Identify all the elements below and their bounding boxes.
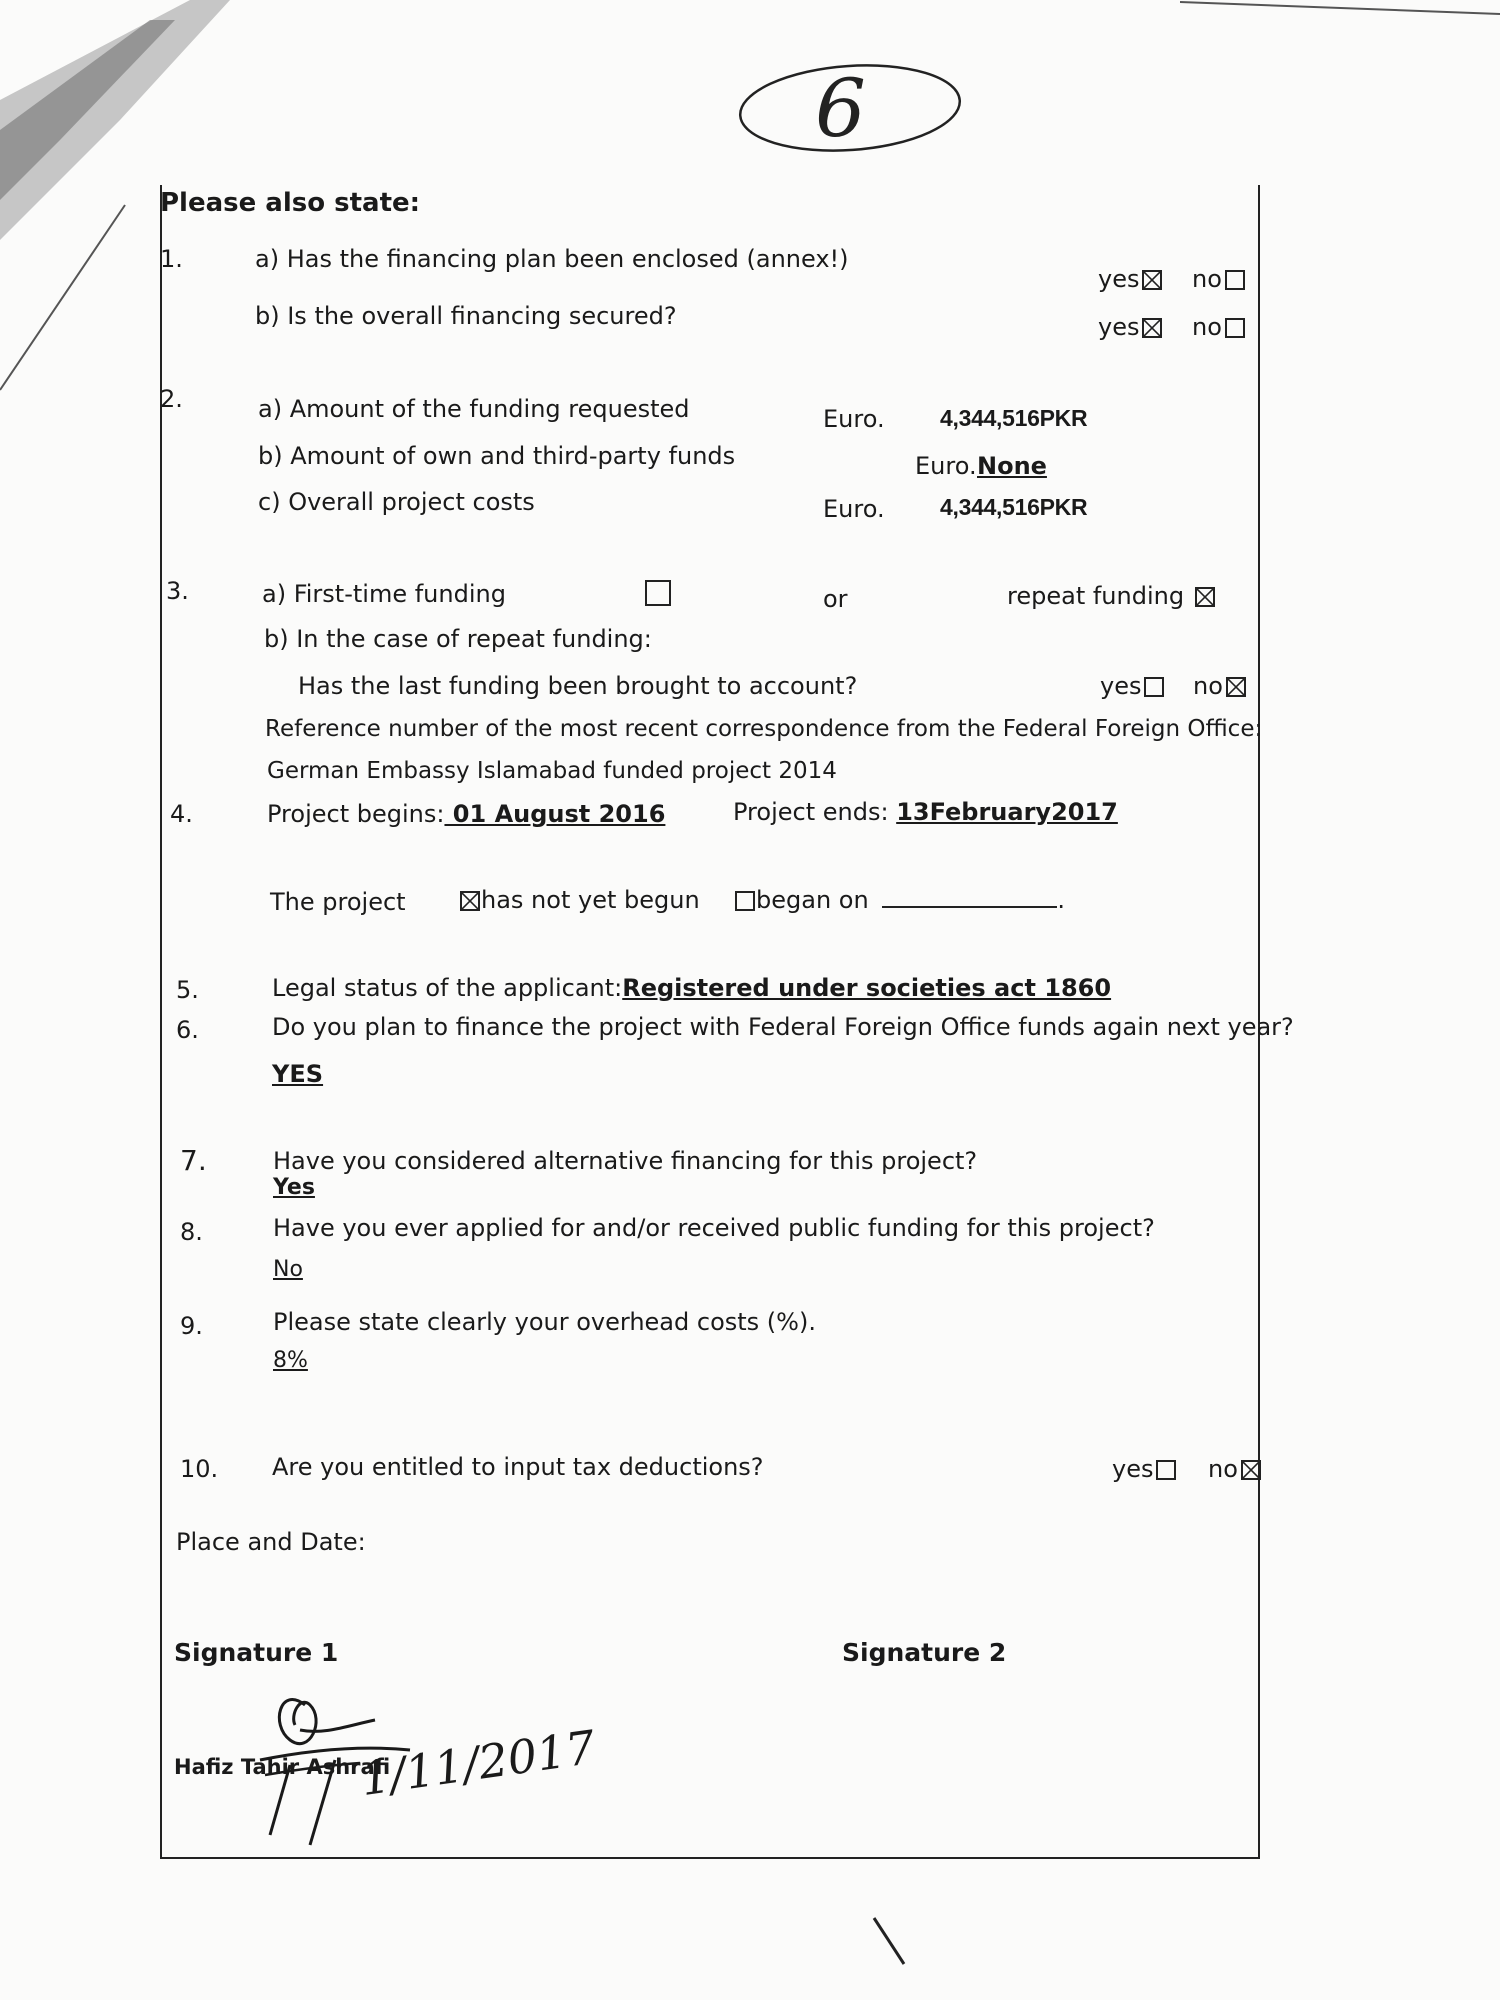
q1a-text: a) Has the financing plan been enclosed (annex!)	[255, 245, 849, 273]
q2c-value: 4,344,516PKR	[940, 494, 1088, 520]
q3-yes-checkbox[interactable]	[1144, 677, 1164, 697]
q2c-text: c) Overall project costs	[258, 488, 535, 516]
q4-not-begun	[460, 886, 700, 914]
q1a-no-label: no	[1192, 265, 1222, 293]
q10-no	[1208, 1455, 1261, 1483]
q2a-value: 4,344,516PKR	[940, 405, 1088, 431]
q2b-text: b) Amount of own and third-party funds	[258, 442, 736, 470]
q4-not-begun-label: has not yet begun	[481, 886, 700, 914]
q2b-currency: Euro.	[915, 452, 977, 480]
q6-number: 6.	[176, 1016, 199, 1044]
q5-line	[272, 974, 1111, 1002]
q6-text: Do you plan to finance the project with Federal Foreign Office funds again next year?	[272, 1013, 1294, 1041]
signature-1-label: Signature 1	[174, 1638, 339, 1667]
q1a-yes-label: yes	[1098, 265, 1140, 293]
q4-not-begun-checkbox[interactable]	[460, 891, 480, 911]
q7-number: 7.	[180, 1144, 207, 1177]
q10-no-label: no	[1208, 1455, 1238, 1483]
q3-first-time-checkbox[interactable]	[645, 580, 671, 606]
place-date-label: Place and Date:	[176, 1528, 366, 1556]
q3-or: or	[823, 585, 848, 613]
q10-yes-label: yes	[1112, 1455, 1154, 1483]
edge-line	[1180, 0, 1500, 20]
q6-value: YES	[272, 1060, 324, 1088]
q3-yes-label: yes	[1100, 672, 1142, 700]
q1a-no-checkbox[interactable]	[1225, 270, 1245, 290]
q3-reference-value: German Embassy Islamabad funded project 2014	[267, 758, 837, 784]
q4-began-label: began on	[756, 886, 869, 914]
q9-text: Please state clearly your overhead costs (%).	[273, 1308, 816, 1336]
q2-number: 2.	[160, 385, 183, 413]
q5-number: 5.	[176, 976, 199, 1004]
q4-number: 4.	[170, 800, 193, 828]
q2a-text: a) Amount of the funding requested	[258, 395, 690, 423]
q3-reference-text: Reference number of the most recent correspondence from the Federal Foreign Office:	[265, 716, 1263, 742]
q1b-no	[1192, 313, 1245, 341]
q1b-no-checkbox[interactable]	[1225, 318, 1245, 338]
q9-number: 9.	[180, 1312, 203, 1340]
q1a-yes-checkbox[interactable]	[1142, 270, 1162, 290]
q4-began-checkbox[interactable]	[735, 891, 755, 911]
signature-2-label: Signature 2	[842, 1638, 1007, 1667]
q10-yes-checkbox[interactable]	[1156, 1460, 1176, 1480]
q4-ends	[733, 798, 1118, 826]
q5-value: Registered under societies act 1860	[622, 974, 1112, 1002]
q3-first-time-checkbox-wrap	[642, 580, 671, 609]
q3-no	[1193, 672, 1246, 700]
q4-began: began on .	[735, 886, 1065, 914]
q3-last-funding-text: Has the last funding been brought to account?	[298, 672, 858, 700]
q4-begins-value: 01 August 2016	[444, 800, 666, 828]
stray-mark	[860, 1900, 920, 1980]
q10-number: 10.	[180, 1455, 219, 1483]
q4-ends-value: 13February2017	[896, 798, 1118, 826]
handwritten-date: 1/11/2017	[357, 1719, 599, 1807]
q4-began-date-line[interactable]	[882, 906, 1057, 908]
q1b-yes-label: yes	[1098, 313, 1140, 341]
q3a-text: a) First-time funding	[262, 580, 506, 608]
q1-number: 1.	[160, 245, 183, 273]
q3-no-label: no	[1193, 672, 1223, 700]
q4-ends-label: Project ends:	[733, 798, 889, 826]
q8-text: Have you ever applied for and/or received public funding for this project?	[273, 1214, 1155, 1242]
q10-no-checkbox[interactable]	[1241, 1460, 1261, 1480]
q7-text: Have you considered alternative financing for this project?	[273, 1147, 978, 1175]
q3b-text: b) In the case of repeat funding:	[264, 625, 652, 653]
q1b-yes	[1098, 313, 1162, 341]
q1a-no	[1192, 265, 1245, 293]
q1a-yes	[1098, 265, 1162, 293]
q2b-value: None	[977, 452, 1047, 480]
q9-value: 8%	[273, 1348, 308, 1373]
q3-repeat-label: repeat funding	[1007, 582, 1185, 610]
page-number-mark	[730, 60, 990, 160]
q2a-currency: Euro.	[823, 405, 885, 433]
q10-yes	[1112, 1455, 1176, 1483]
q4-begins	[267, 800, 665, 828]
q2c-currency: Euro.	[823, 495, 885, 523]
q3-number: 3.	[166, 577, 189, 605]
q3-repeat-checkbox[interactable]	[1195, 587, 1215, 607]
intro-heading: Please also state:	[160, 188, 421, 218]
q4-begins-label: Project begins:	[267, 800, 445, 828]
q1b-no-label: no	[1192, 313, 1222, 341]
q3-yes	[1100, 672, 1164, 700]
q3-repeat	[1007, 582, 1215, 610]
q8-value: No	[273, 1257, 303, 1282]
q3-no-checkbox[interactable]	[1226, 677, 1246, 697]
signer-name: Hafiz Tahir Ashrafi	[174, 1755, 391, 1779]
q1b-yes-checkbox[interactable]	[1142, 318, 1162, 338]
q4-project-label: The project	[270, 888, 406, 916]
q10-text: Are you entitled to input tax deductions?	[272, 1453, 764, 1481]
q8-number: 8.	[180, 1218, 203, 1246]
page-mark-digit: 6	[815, 62, 866, 155]
q7-value: Yes	[273, 1175, 315, 1200]
q5-text: Legal status of the applicant:	[272, 974, 623, 1002]
q1b-text: b) Is the overall financing secured?	[255, 302, 677, 330]
